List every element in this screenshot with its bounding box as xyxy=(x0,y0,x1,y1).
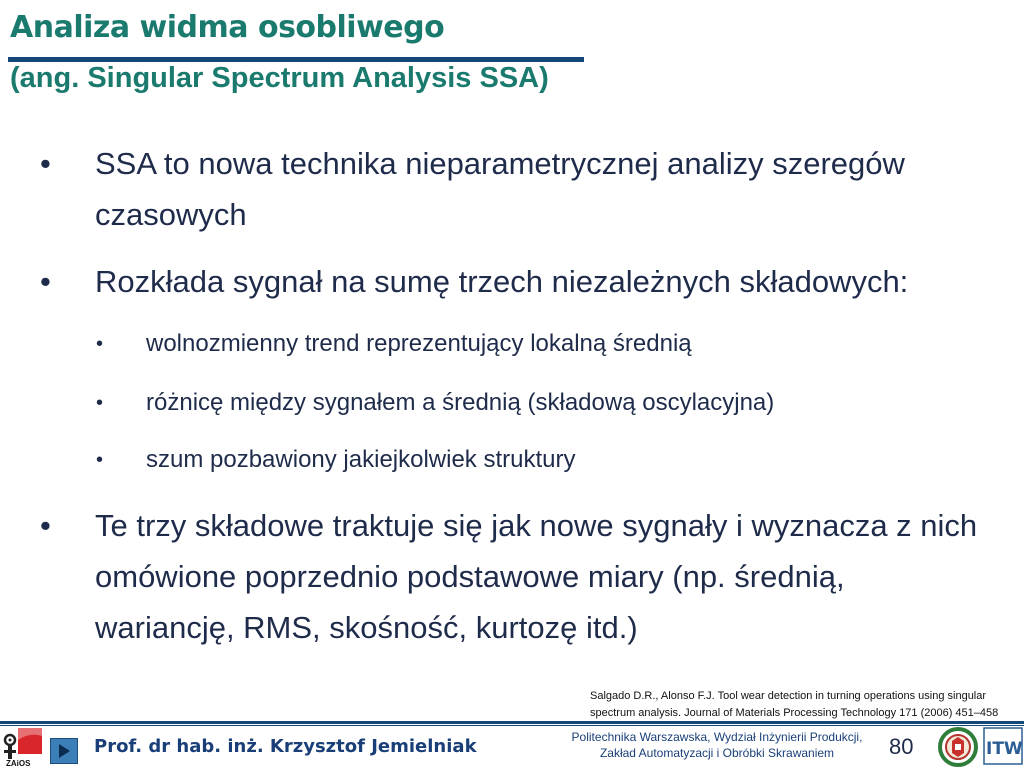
zaios-logo-text: ZAiOS xyxy=(6,759,31,768)
sub-bullet-text: różnicę między sygnałem a średnią (składową oscylacyjna) xyxy=(146,389,775,416)
sub-bullet-dot: • xyxy=(96,392,104,414)
university-emblem-icon xyxy=(936,727,980,767)
footer-rule xyxy=(0,721,1024,724)
sub-bullet-dot: • xyxy=(96,449,104,471)
bullet-text: Te trzy składowe traktuje się jak nowe sygnały i wyznacza z nich omówione poprzednio podstawowe miary (np. średnią, wariancję, RMS, skośność, kurtozę itd.) xyxy=(95,508,978,645)
slide-subtitle: (ang. Singular Spectrum Analysis SSA) xyxy=(10,62,549,94)
page-number: 80 xyxy=(889,734,914,759)
institution-line-1: Politechnika Warszawska, Wydział Inżynierii Produkcji, xyxy=(571,730,863,744)
sub-bullet-dot: • xyxy=(96,333,104,355)
bullet-text: SSA to nowa technika nieparametrycznej analizy szeregów czasowych xyxy=(95,146,905,232)
itw-logo-text: ITW xyxy=(986,739,1023,759)
footer-rule-thin xyxy=(0,725,1024,726)
sub-bullet-text: wolnozmienny trend reprezentujący lokalną średnią xyxy=(146,330,692,357)
sub-bullet-text: szum pozbawiony jakiejkolwiek struktury xyxy=(146,446,576,473)
slide-title: Analiza widma osobliwego xyxy=(10,10,445,45)
play-icon xyxy=(59,744,70,758)
zaios-logo xyxy=(2,726,46,768)
bullet-text: Rozkłada sygnał na sumę trzech niezależnych składowych: xyxy=(95,264,909,299)
author-name: Prof. dr hab. inż. Krzysztof Jemielniak xyxy=(94,736,477,757)
bullet-dot: • xyxy=(40,508,51,543)
bullet-dot: • xyxy=(40,146,51,181)
bullet-dot: • xyxy=(40,264,51,299)
reference-citation: Salgado D.R., Alonso F.J. Tool wear detection in turning operations using singular spectrum analysis. Journal of Materials Processing Technology 171 (2006) 451–458 xyxy=(590,690,999,719)
play-button[interactable] xyxy=(50,738,78,764)
itw-logo xyxy=(983,727,1023,765)
institution-info xyxy=(562,729,872,761)
institution-line-2: Zakład Automatyzacji i Obróbki Skrawaniem xyxy=(599,746,835,760)
